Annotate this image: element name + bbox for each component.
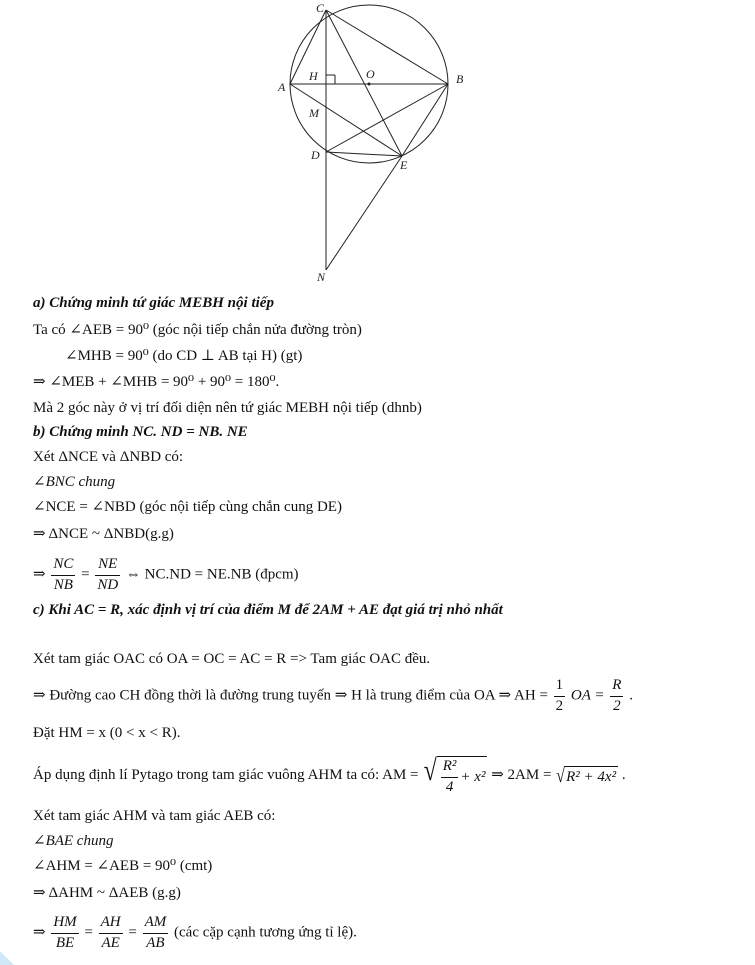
fraction-ne-nd: $\frac{NE}{ND}$	[97, 556, 119, 593]
fraction-r-half: $\frac{R}{2}$	[612, 677, 622, 714]
line-c2: ⇒ Đường cao CH đồng thời là đường trung tuyến ⇒ H là trung điểm của OA ⇒ AH = $\frac{1}{2}$ OA = $\frac{R}{2}$ .	[33, 677, 633, 714]
fraction-hm-be: $\frac{HM}{BE}$	[53, 914, 77, 951]
label-e: E	[400, 158, 408, 172]
center-dot	[368, 83, 371, 86]
label-d: D	[311, 148, 320, 162]
line-b4: ⇒ ΔNCE ~ ΔNBD(g.g)	[33, 526, 174, 542]
label-o: O	[366, 67, 375, 81]
segment-be	[402, 84, 448, 156]
line-b1: Xét ΔNCE và ΔNBD có:	[33, 449, 184, 465]
line-c3: Đặt HM = x (0 < x < R).	[33, 725, 181, 741]
heading-part-b: b) Chứng minh NC. ND = NB. NE	[33, 424, 248, 440]
line-a3: ⇒ ∠MEB + ∠MHB = 90⁰ + 90⁰ = 180⁰.	[33, 374, 280, 390]
label-b: B	[456, 72, 464, 86]
heading-part-c: c) Khi AC = R, xác định vị trí của điểm M để 2AM + AE đạt giá trị nhỏ nhất	[33, 602, 503, 618]
label-a: A	[278, 80, 286, 94]
segment-en	[326, 156, 402, 270]
line-a2: ∠MHB = 90⁰ (do CD ⊥ AB tại H) (gt)	[65, 348, 303, 364]
fraction-am-ab: $\frac{AM}{AB}$	[144, 914, 167, 951]
line-a4: Mà 2 góc này ở vị trí đối diện nên tứ giác MEBH nội tiếp (dhnb)	[33, 400, 422, 416]
label-m: M	[309, 106, 319, 120]
heading-part-a: a) Chứng minh tứ giác MEBH nội tiếp	[33, 295, 274, 311]
line-b2: ∠BNC chung	[33, 474, 116, 490]
segment-de	[326, 152, 402, 156]
line-c4: Áp dụng định lí Pytago trong tam giác vuông AHM ta có: AM = √ $\frac{\text{R²}}{4}$ + x² ⇒ 2AM = √ R² + 4x² .	[33, 754, 626, 795]
line-b5: ⇒ $\frac{NC}{NB}$ = $\frac{NE}{ND}$ ⇔ NC.ND = NE.NB (đpcm)	[33, 556, 299, 593]
label-h: H	[309, 69, 318, 83]
label-n: N	[317, 270, 326, 284]
segment-bd	[326, 84, 448, 152]
label-c: C	[316, 1, 325, 15]
line-c1: Xét tam giác OAC có OA = OC = AC = R => Tam giác OAC đều.	[33, 651, 431, 667]
line-c5: Xét tam giác AHM và tam giác AEB có:	[33, 808, 276, 824]
line-a1: Ta có ∠AEB = 90⁰ (góc nội tiếp chắn nửa đường tròn)	[33, 322, 362, 338]
fraction-one-half: $\frac{1}{2}$	[555, 677, 564, 714]
line-c9: ⇒ $\frac{HM}{BE}$ = $\frac{AH}{AE}$ = $\frac{AM}{AB}$ (các cặp cạnh tương ứng tỉ lệ).	[33, 914, 357, 951]
corner-decoration	[0, 951, 14, 965]
sqrt-am: √ $\frac{\text{R²}}{4}$ + x²	[423, 754, 486, 795]
line-c7: ∠AHM = ∠AEB = 90⁰ (cmt)	[33, 858, 213, 874]
segment-cb	[326, 10, 448, 84]
segment-ce	[326, 10, 402, 156]
segment-ae	[290, 84, 402, 156]
line-c6: ∠BAE chung	[33, 833, 114, 849]
line-b3: ∠NCE = ∠NBD (góc nội tiếp cùng chắn cung DE)	[33, 499, 342, 515]
segment-ca	[290, 10, 326, 84]
fraction-ah-ae: $\frac{AH}{AE}$	[100, 914, 121, 951]
geometry-figure	[0, 0, 755, 290]
fraction-nc-nb: $\frac{NC}{NB}$	[53, 556, 74, 593]
line-c8: ⇒ ΔAHM ~ ΔAEB (g.g)	[33, 885, 181, 901]
sqrt-2am: √ R² + 4x²	[556, 764, 617, 787]
